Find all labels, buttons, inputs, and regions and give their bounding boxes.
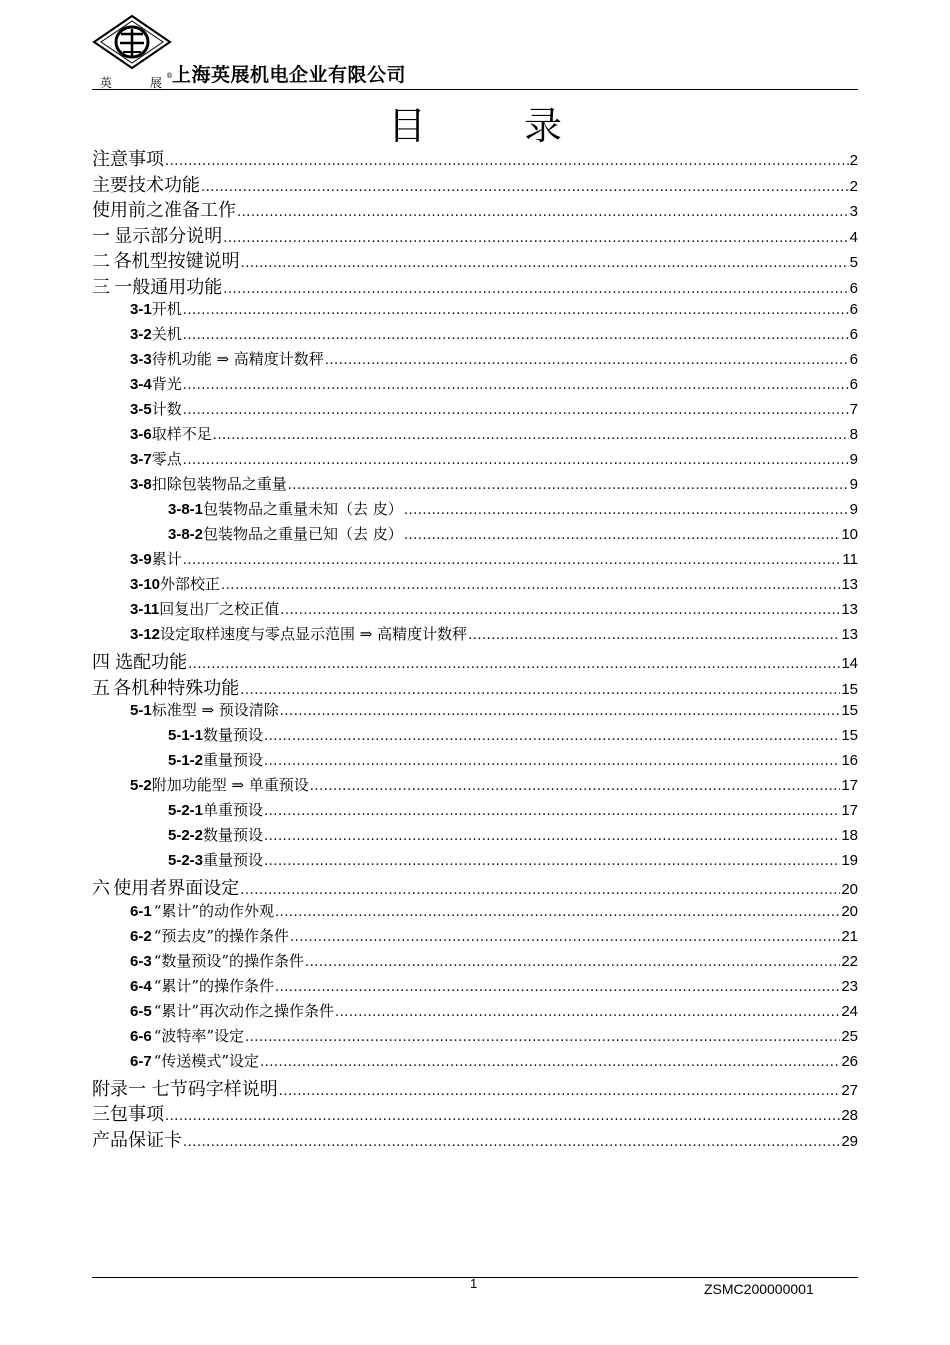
toc-dot-leader — [245, 1027, 840, 1045]
toc-entry-label: “预去皮”的操作条件 — [153, 926, 290, 945]
toc-entry[interactable] — [92, 849, 858, 874]
toc-entry-number: 6-5 — [130, 1002, 152, 1020]
toc-entry-number: 3-12 — [130, 626, 161, 643]
toc-entry-page: 6 — [849, 326, 858, 343]
toc-entry[interactable] — [92, 1025, 858, 1050]
toc-dot-leader — [183, 450, 849, 468]
toc-entry-page: 27 — [841, 1081, 858, 1099]
toc-entry-number: 3-9 — [130, 551, 152, 568]
toc-entry-label: 重量预设 — [203, 751, 264, 769]
toc-entry-label: 注意事项 — [92, 149, 164, 170]
toc-entry-number: 5-2-2 — [168, 827, 204, 844]
page-number: 1 — [470, 1276, 478, 1291]
toc-entry-page: 28 — [841, 1107, 858, 1124]
toc-dot-leader — [264, 801, 840, 819]
toc-entry-number: 3-1 — [130, 301, 152, 318]
toc-dot-leader — [275, 977, 840, 995]
toc-entry-number: 二 — [92, 251, 110, 272]
toc-entry[interactable] — [92, 473, 858, 498]
toc-entry[interactable] — [92, 523, 858, 548]
toc-entry-label: “累计”的操作条件 — [153, 976, 275, 995]
toc-dot-leader — [213, 425, 849, 443]
toc-entry-number: 3-8-2 — [168, 526, 204, 543]
toc-entry[interactable] — [92, 1000, 858, 1025]
toc-entry-page: 15 — [841, 727, 858, 744]
toc-entry-number: 3-8 — [130, 476, 152, 493]
toc-dot-leader — [404, 500, 849, 518]
toc-entry[interactable] — [92, 1075, 858, 1101]
toc-entry[interactable] — [92, 222, 858, 248]
header-divider — [92, 89, 858, 90]
logo-char-2: 展 — [150, 76, 163, 90]
toc-entry-page: 2 — [849, 152, 858, 169]
toc-entry-page: 6 — [849, 351, 858, 368]
toc-entry-number: 3-5 — [130, 401, 152, 418]
toc-entry-label: 包装物品之重量已知（去 皮） — [203, 525, 403, 543]
toc-entry-page: 2 — [849, 177, 858, 195]
toc-entry[interactable] — [92, 925, 858, 950]
toc-dot-leader — [221, 575, 840, 593]
toc-entry-label: 回复出厂之校正值 — [159, 600, 280, 618]
toc-entry[interactable] — [92, 373, 858, 398]
toc-dot-leader — [305, 952, 840, 970]
document-code: ZSMC200000001 — [704, 1281, 814, 1297]
toc-dot-leader — [468, 625, 840, 643]
toc-entry-page: 16 — [841, 752, 858, 769]
toc-entry[interactable] — [92, 573, 858, 598]
toc-entry[interactable] — [92, 548, 858, 573]
toc-entry[interactable] — [92, 273, 858, 299]
toc-entry-number: 3-7 — [130, 451, 152, 468]
toc-entry[interactable] — [92, 1126, 858, 1152]
toc-entry-label: 累计 — [151, 550, 182, 568]
toc-entry-number: 6-6 — [130, 1027, 152, 1045]
toc-entry-page: 11 — [842, 551, 858, 568]
toc-entry-number: 6-2 — [130, 927, 152, 945]
toc-entry-label: 开机 — [151, 300, 182, 318]
toc-dot-leader — [325, 350, 849, 368]
page-title: 目录 — [387, 104, 660, 148]
table-of-contents — [92, 145, 858, 1151]
toc-entry-number: 6-7 — [130, 1052, 152, 1070]
toc-dot-leader — [201, 175, 849, 196]
toc-dot-leader — [264, 751, 840, 769]
toc-entry[interactable] — [92, 196, 858, 222]
toc-entry-page: 17 — [841, 802, 858, 819]
toc-entry[interactable] — [92, 498, 858, 523]
toc-entry-label: 数量预设 — [203, 826, 264, 844]
toc-entry-page: 23 — [841, 977, 858, 995]
toc-dot-leader — [310, 776, 841, 794]
toc-entry-label: 附加功能型 ⇒ 单重预设 — [151, 776, 309, 794]
toc-entry-page: 13 — [841, 626, 858, 643]
toc-dot-leader — [240, 878, 840, 899]
toc-dot-leader — [223, 226, 848, 247]
toc-entry-page: 21 — [841, 927, 858, 945]
toc-entry-page: 5 — [849, 254, 858, 271]
toc-dot-leader — [264, 726, 840, 744]
toc-entry-page: 17 — [841, 777, 858, 794]
toc-entry[interactable] — [92, 171, 858, 197]
company-name: 上海英展机电企业有限公司 — [172, 64, 407, 86]
toc-entry-label: 显示部分说明 — [114, 225, 223, 247]
toc-dot-leader — [188, 652, 840, 673]
toc-entry-page: 15 — [841, 702, 858, 719]
toc-dot-leader — [290, 927, 840, 945]
toc-dot-leader — [183, 550, 842, 568]
toc-entry[interactable] — [92, 975, 858, 1000]
toc-entry-label: 数量预设 — [203, 726, 264, 744]
toc-dot-leader — [240, 678, 840, 699]
toc-entry-label: 待机功能 ⇒ 高精度计数秤 — [151, 350, 324, 368]
toc-entry-label: 扣除包装物品之重量 — [151, 475, 287, 493]
toc-entry-page: 25 — [841, 1027, 858, 1045]
toc-entry[interactable] — [92, 1050, 858, 1075]
toc-entry-number: 3-8-1 — [168, 501, 204, 518]
toc-entry-page: 3 — [849, 203, 858, 220]
toc-entry-page: 6 — [849, 301, 858, 318]
toc-entry-label: 零点 — [151, 450, 182, 468]
toc-entry[interactable] — [92, 623, 858, 648]
toc-entry-number: 5-1 — [130, 702, 152, 719]
toc-entry-page: 13 — [841, 576, 858, 593]
toc-entry-label: 背光 — [151, 375, 182, 393]
toc-entry-number: 一 — [92, 225, 110, 247]
toc-entry-label: 各机种特殊功能 — [113, 677, 240, 699]
toc-entry-number: 5-1-1 — [168, 727, 204, 744]
toc-entry-number: 五 — [92, 677, 110, 699]
toc-entry-number: 3-10 — [130, 576, 161, 593]
toc-entry-number: 三 — [92, 276, 110, 298]
toc-entry-page: 10 — [841, 526, 858, 543]
toc-dot-leader — [183, 375, 849, 393]
toc-entry[interactable] — [92, 348, 858, 373]
toc-entry-label: 外部校正 — [160, 575, 221, 593]
toc-entry-number: 5-1-2 — [168, 752, 204, 769]
toc-entry-label: 取样不足 — [151, 425, 212, 443]
logo-char-1: 英 — [100, 76, 113, 90]
toc-entry-page: 22 — [841, 952, 858, 970]
toc-entry-number: 四 — [92, 652, 110, 673]
toc-entry[interactable] — [92, 648, 858, 674]
toc-entry-label: 设定取样速度与零点显示范围 ⇒ 高精度计数秤 — [160, 625, 468, 643]
page-header — [92, 12, 858, 92]
toc-entry[interactable] — [92, 699, 858, 724]
toc-entry-page: 9 — [849, 451, 858, 468]
toc-entry-page: 14 — [841, 655, 858, 672]
toc-entry-number: 5-2 — [130, 777, 152, 794]
toc-entry-label: 三包事项 — [92, 1104, 164, 1125]
toc-entry-number: 六 — [92, 878, 110, 899]
toc-dot-leader — [183, 325, 849, 343]
toc-entry-label: “累计”的动作外观 — [153, 901, 275, 920]
toc-entry-label: 各机型按键说明 — [113, 251, 240, 272]
toc-entry-number: 3-11 — [130, 601, 160, 618]
toc-entry[interactable] — [92, 799, 858, 824]
toc-entry[interactable] — [92, 674, 858, 700]
toc-dot-leader — [404, 525, 841, 543]
toc-entry-page: 18 — [841, 827, 858, 844]
toc-entry-label: 标准型 ⇒ 预设清除 — [151, 701, 279, 719]
toc-entry-page: 13 — [841, 601, 858, 618]
toc-dot-leader — [335, 1002, 840, 1020]
toc-entry[interactable] — [92, 423, 858, 448]
toc-entry-label: 使用前之准备工作 — [92, 200, 236, 221]
toc-entry-page: 6 — [849, 376, 858, 393]
toc-dot-leader — [165, 1104, 840, 1125]
toc-entry-page: 26 — [841, 1052, 858, 1070]
toc-entry-page: 6 — [849, 279, 858, 297]
toc-entry-number: 6-3 — [130, 952, 152, 970]
toc-entry-page: 19 — [841, 852, 858, 869]
toc-entry-label: 单重预设 — [203, 801, 264, 819]
toc-entry[interactable] — [92, 749, 858, 774]
toc-entry-page: 9 — [849, 501, 858, 518]
toc-entry[interactable] — [92, 900, 858, 925]
toc-dot-leader — [183, 300, 849, 318]
toc-entry-page: 15 — [841, 680, 858, 698]
toc-entry-label: 产品保证卡 — [92, 1129, 182, 1151]
toc-dot-leader — [183, 400, 849, 418]
toc-entry-page: 4 — [849, 228, 858, 246]
toc-dot-leader — [280, 600, 840, 618]
toc-entry-label: 一般通用功能 — [114, 276, 223, 298]
toc-entry[interactable] — [92, 598, 858, 623]
toc-entry-label: “累计”再次动作之操作条件 — [153, 1001, 335, 1020]
toc-dot-leader — [241, 251, 849, 272]
toc-entry[interactable] — [92, 874, 858, 900]
toc-entry-number: 3-2 — [130, 326, 152, 343]
toc-entry-label: 使用者界面设定 — [113, 878, 240, 899]
toc-entry-page: 29 — [841, 1132, 858, 1150]
toc-dot-leader — [237, 200, 849, 221]
toc-entry[interactable] — [92, 398, 858, 423]
toc-entry[interactable] — [92, 774, 858, 799]
toc-entry-label: “波特率”设定 — [153, 1026, 245, 1045]
registered-mark: ® — [166, 72, 173, 80]
toc-entry-page: 20 — [841, 881, 858, 898]
toc-entry[interactable] — [92, 323, 858, 348]
toc-entry-label: “数量预设”的操作条件 — [153, 951, 305, 970]
toc-entry-number: 3-6 — [130, 426, 152, 443]
toc-entry-label: “传送模式”设定 — [153, 1051, 260, 1070]
toc-dot-leader — [165, 149, 849, 170]
toc-dot-leader — [279, 1079, 841, 1100]
toc-entry-label: 主要技术功能 — [92, 174, 200, 196]
toc-dot-leader — [260, 1052, 840, 1070]
toc-entry[interactable] — [92, 145, 858, 171]
toc-dot-leader — [223, 277, 848, 298]
toc-entry-number: 6-4 — [130, 977, 152, 995]
toc-entry-page: 24 — [841, 1002, 858, 1020]
toc-entry[interactable] — [92, 724, 858, 749]
toc-entry-number: 5-2-1 — [168, 802, 204, 819]
toc-dot-leader — [264, 851, 840, 869]
toc-dot-leader — [275, 902, 840, 920]
toc-entry-label: 计数 — [151, 400, 182, 418]
toc-entry-page: 8 — [849, 426, 858, 443]
toc-entry[interactable] — [92, 247, 858, 273]
toc-entry[interactable] — [92, 950, 858, 975]
toc-entry-label: 关机 — [151, 325, 182, 343]
toc-entry-page: 7 — [849, 401, 858, 418]
toc-entry-label: 包装物品之重量未知（去 皮） — [203, 500, 403, 518]
toc-entry-number: 5-2-3 — [168, 852, 204, 869]
toc-dot-leader — [280, 701, 841, 719]
toc-entry-number: 3-4 — [130, 376, 152, 393]
toc-entry-label: 选配功能 — [115, 652, 188, 673]
toc-dot-leader — [183, 1130, 840, 1151]
toc-entry-page: 20 — [841, 902, 858, 920]
toc-entry[interactable] — [92, 824, 858, 849]
toc-entry[interactable] — [92, 298, 858, 323]
toc-entry[interactable] — [92, 1100, 858, 1126]
toc-entry-number: 6-1 — [130, 902, 152, 920]
toc-entry-page: 9 — [849, 476, 858, 493]
toc-entry-label: 重量预设 — [203, 851, 264, 869]
toc-dot-leader — [288, 475, 849, 493]
toc-entry[interactable] — [92, 448, 858, 473]
toc-entry-label: 附录一 七节码字样说明 — [92, 1078, 278, 1100]
toc-dot-leader — [264, 826, 840, 844]
toc-entry-number: 3-3 — [130, 351, 152, 368]
